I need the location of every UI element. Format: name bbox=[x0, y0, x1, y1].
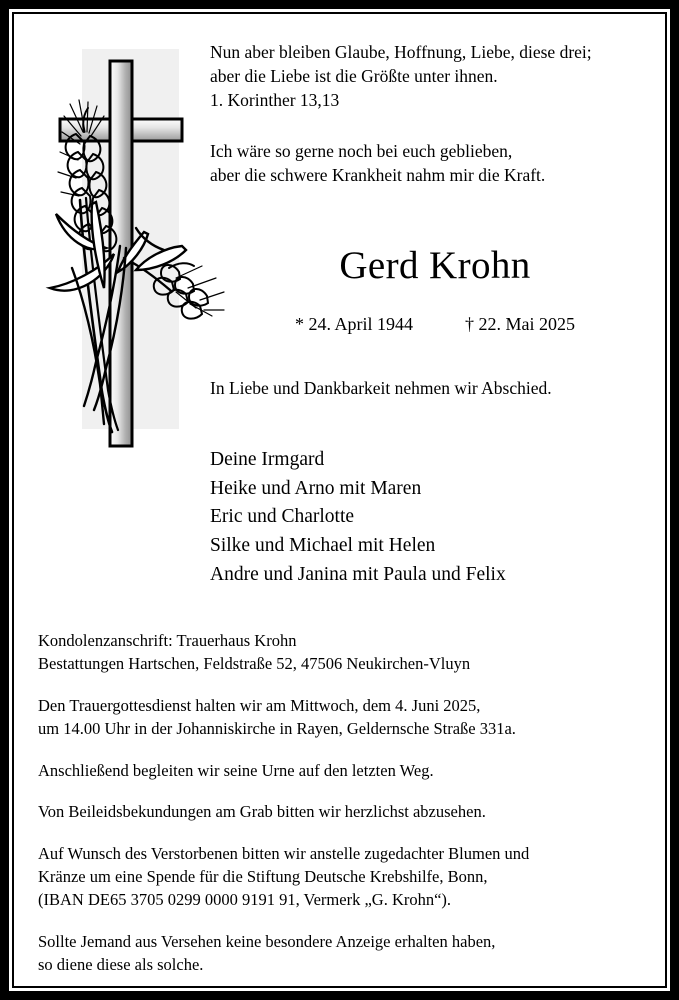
mourner-line: Eric und Charlotte bbox=[210, 506, 355, 528]
birth-star-icon: * bbox=[294, 314, 304, 334]
closing-line-1: Sollte Jemand aus Versehen keine besondere Anzeige erhalten haben, bbox=[38, 931, 496, 951]
cross-dagger-icon: † bbox=[465, 314, 474, 334]
mourner-line: Silke und Michael mit Helen bbox=[210, 534, 436, 556]
birth-date-group bbox=[295, 314, 413, 335]
farewell-statement: In Liebe und Dankbarkeit nehmen wir Abschied. bbox=[210, 378, 552, 398]
death-date: 22. Mai 2025 bbox=[478, 314, 575, 334]
condolence-address bbox=[38, 629, 658, 676]
service-line-2: um 14.00 Uhr in der Johanniskirche in Rayen, Geldernsche Straße 331a. bbox=[38, 719, 516, 739]
poem-line-1: Ich wäre so gerne noch bei euch geblieben, bbox=[210, 141, 513, 161]
graveside-condolence-note: Von Beileidsbekundungen am Grab bitten wir herzlichst abzusehen. bbox=[38, 802, 486, 822]
donation-request bbox=[38, 842, 658, 912]
condolence-address-line-1: Kondolenzanschrift: Trauerhaus Krohn bbox=[38, 631, 297, 650]
mourner-line: Heike und Arno mit Maren bbox=[210, 477, 422, 499]
mourners-list bbox=[210, 446, 506, 589]
deceased-name: Gerd Krohn bbox=[339, 244, 531, 287]
farewell-poem bbox=[210, 139, 545, 187]
notice-details bbox=[38, 629, 658, 977]
birth-date: 24. April 1944 bbox=[308, 314, 413, 334]
bible-verse bbox=[210, 40, 592, 112]
donation-line-2: Kränze um eine Spende für die Stiftung Deutsche Krebshilfe, Bonn, bbox=[38, 866, 488, 886]
poem-line-2: aber die schwere Krankheit nahm mir die Kraft. bbox=[210, 165, 546, 186]
urn-procession-note: Anschließend begleiten wir seine Urne auf den letzten Weg. bbox=[38, 760, 434, 780]
notice-canvas bbox=[14, 14, 665, 986]
service-line-1: Den Trauergottesdienst halten wir am Mittwoch, dem 4. Juni 2025, bbox=[38, 695, 481, 715]
funeral-service-info bbox=[38, 694, 658, 741]
frame-inner-rule bbox=[12, 12, 667, 988]
verse-line-1: Nun aber bleiben Glaube, Hoffnung, Liebe, diese drei; bbox=[210, 42, 592, 62]
condolence-address-line-2: Bestattungen Hartschen, Feldstraße 52, 47506 Neukirchen-Vluyn bbox=[38, 654, 471, 674]
donation-line-1: Auf Wunsch des Verstorbenen bitten wir anstelle zugedachter Blumen und bbox=[38, 843, 530, 863]
closing-line-2: so diene diese als solche. bbox=[38, 955, 204, 975]
mourner-line: Andre und Janina mit Paula und Felix bbox=[210, 563, 506, 585]
verse-line-2: aber die Liebe ist die Größte unter ihnen. bbox=[210, 66, 498, 87]
frame-gap bbox=[9, 9, 670, 991]
verse-reference: 1. Korinther 13,13 bbox=[210, 90, 340, 111]
life-dates bbox=[210, 314, 660, 335]
mourner-line: Deine Irmgard bbox=[210, 449, 325, 470]
death-date-group bbox=[465, 314, 575, 335]
closing-note bbox=[38, 930, 658, 977]
cross-and-wheat-illustration bbox=[36, 32, 226, 452]
donation-iban-line: (IBAN DE65 3705 0299 0000 9191 91, Vermerk „G. Krohn“). bbox=[38, 890, 452, 910]
